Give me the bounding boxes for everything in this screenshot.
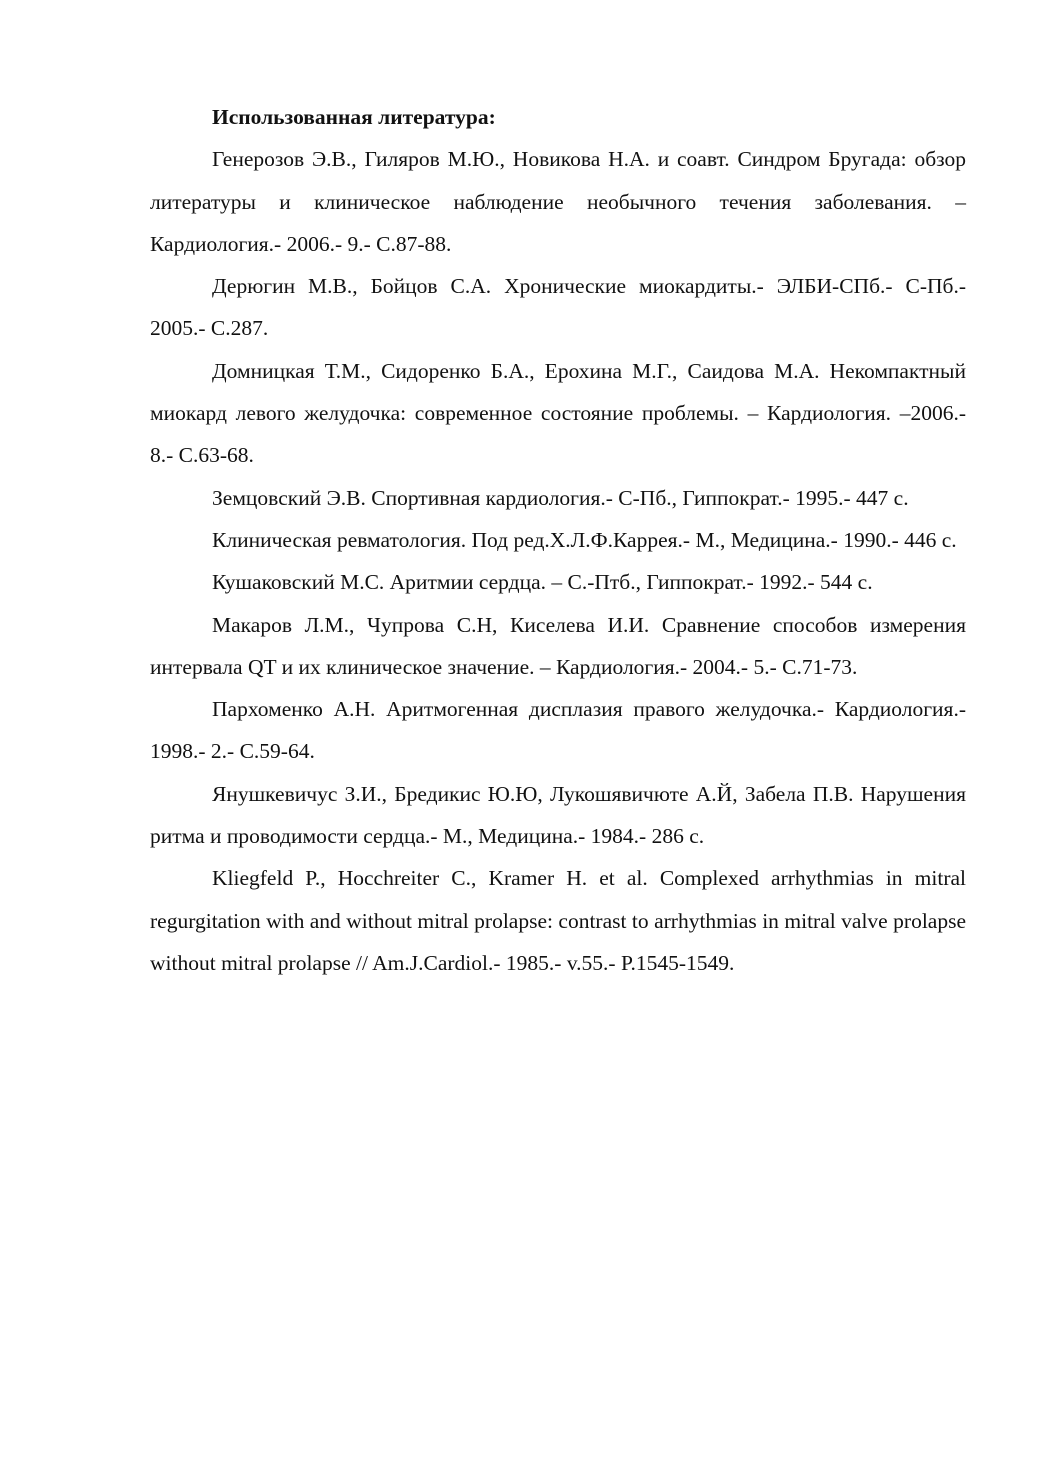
reference-item: Клиническая ревматология. Под ред.Х.Л.Ф.Каррея.- М., Медицина.- 1990.- 446 с. — [212, 527, 957, 552]
reference-item: Макаров Л.М., Чупрова С.Н, Киселева И.И. Сравнение способов измерения интервала QT и их клиническое значение. – Кардиология.- 2004.- 5.- С.71-73. — [150, 612, 966, 679]
references-heading: Использованная литература: — [212, 105, 496, 129]
reference-item: Янушкевичус З.И., Бредикис Ю.Ю, Лукошявичюте А.Й, Забела П.В. Нарушения ритма и проводимости сердца.- М., Медицина.- 1984.- 286 с. — [150, 781, 966, 849]
document-page — [150, 96, 966, 984]
reference-list — [150, 138, 966, 984]
reference-item: Kliegfeld P., Hocchreiter C., Kramer H. et al. Complexed arrhythmias in mitral regurgitation with and without mitral prolapse: contrast to arrhythmias in mitral valve prolapse without mitral prolapse // Am.J.Cardiol.- 1985.- v.55.- P.1545-1549. — [150, 866, 966, 975]
reference-item: Пархоменко А.Н. Аритмогенная дисплазия правого желудочка.- Кардиология.- 1998.- 2.- С.59-64. — [150, 697, 966, 764]
reference-item: Генерозов Э.В., Гиляров М.Ю., Новикова Н.А. и соавт. Синдром Бругада: обзор литературы и клиническое наблюдение необычного течения заболевания. – Кардиология.- 2006.- 9.- С.87-88. — [150, 147, 966, 256]
reference-item: Земцовский Э.В. Спортивная кардиология.- С-Пб., Гиппократ.- 1995.- 447 с. — [212, 485, 909, 510]
reference-item: Дерюгин М.В., Бойцов С.А. Хронические миокардиты.- ЭЛБИ-СПб.- С-Пб.- 2005.- С.287. — [150, 274, 966, 341]
reference-item: Кушаковский М.С. Аритмии сердца. – С.-Птб., Гиппократ.- 1992.- 544 с. — [212, 570, 873, 595]
reference-item: Домницкая Т.М., Сидоренко Б.А., Ерохина М.Г., Саидова М.А. Некомпактный миокард левого желудочка: современное состояние проблемы. – Кардиология. –2006.- 8.- С.63-68. — [150, 358, 966, 468]
